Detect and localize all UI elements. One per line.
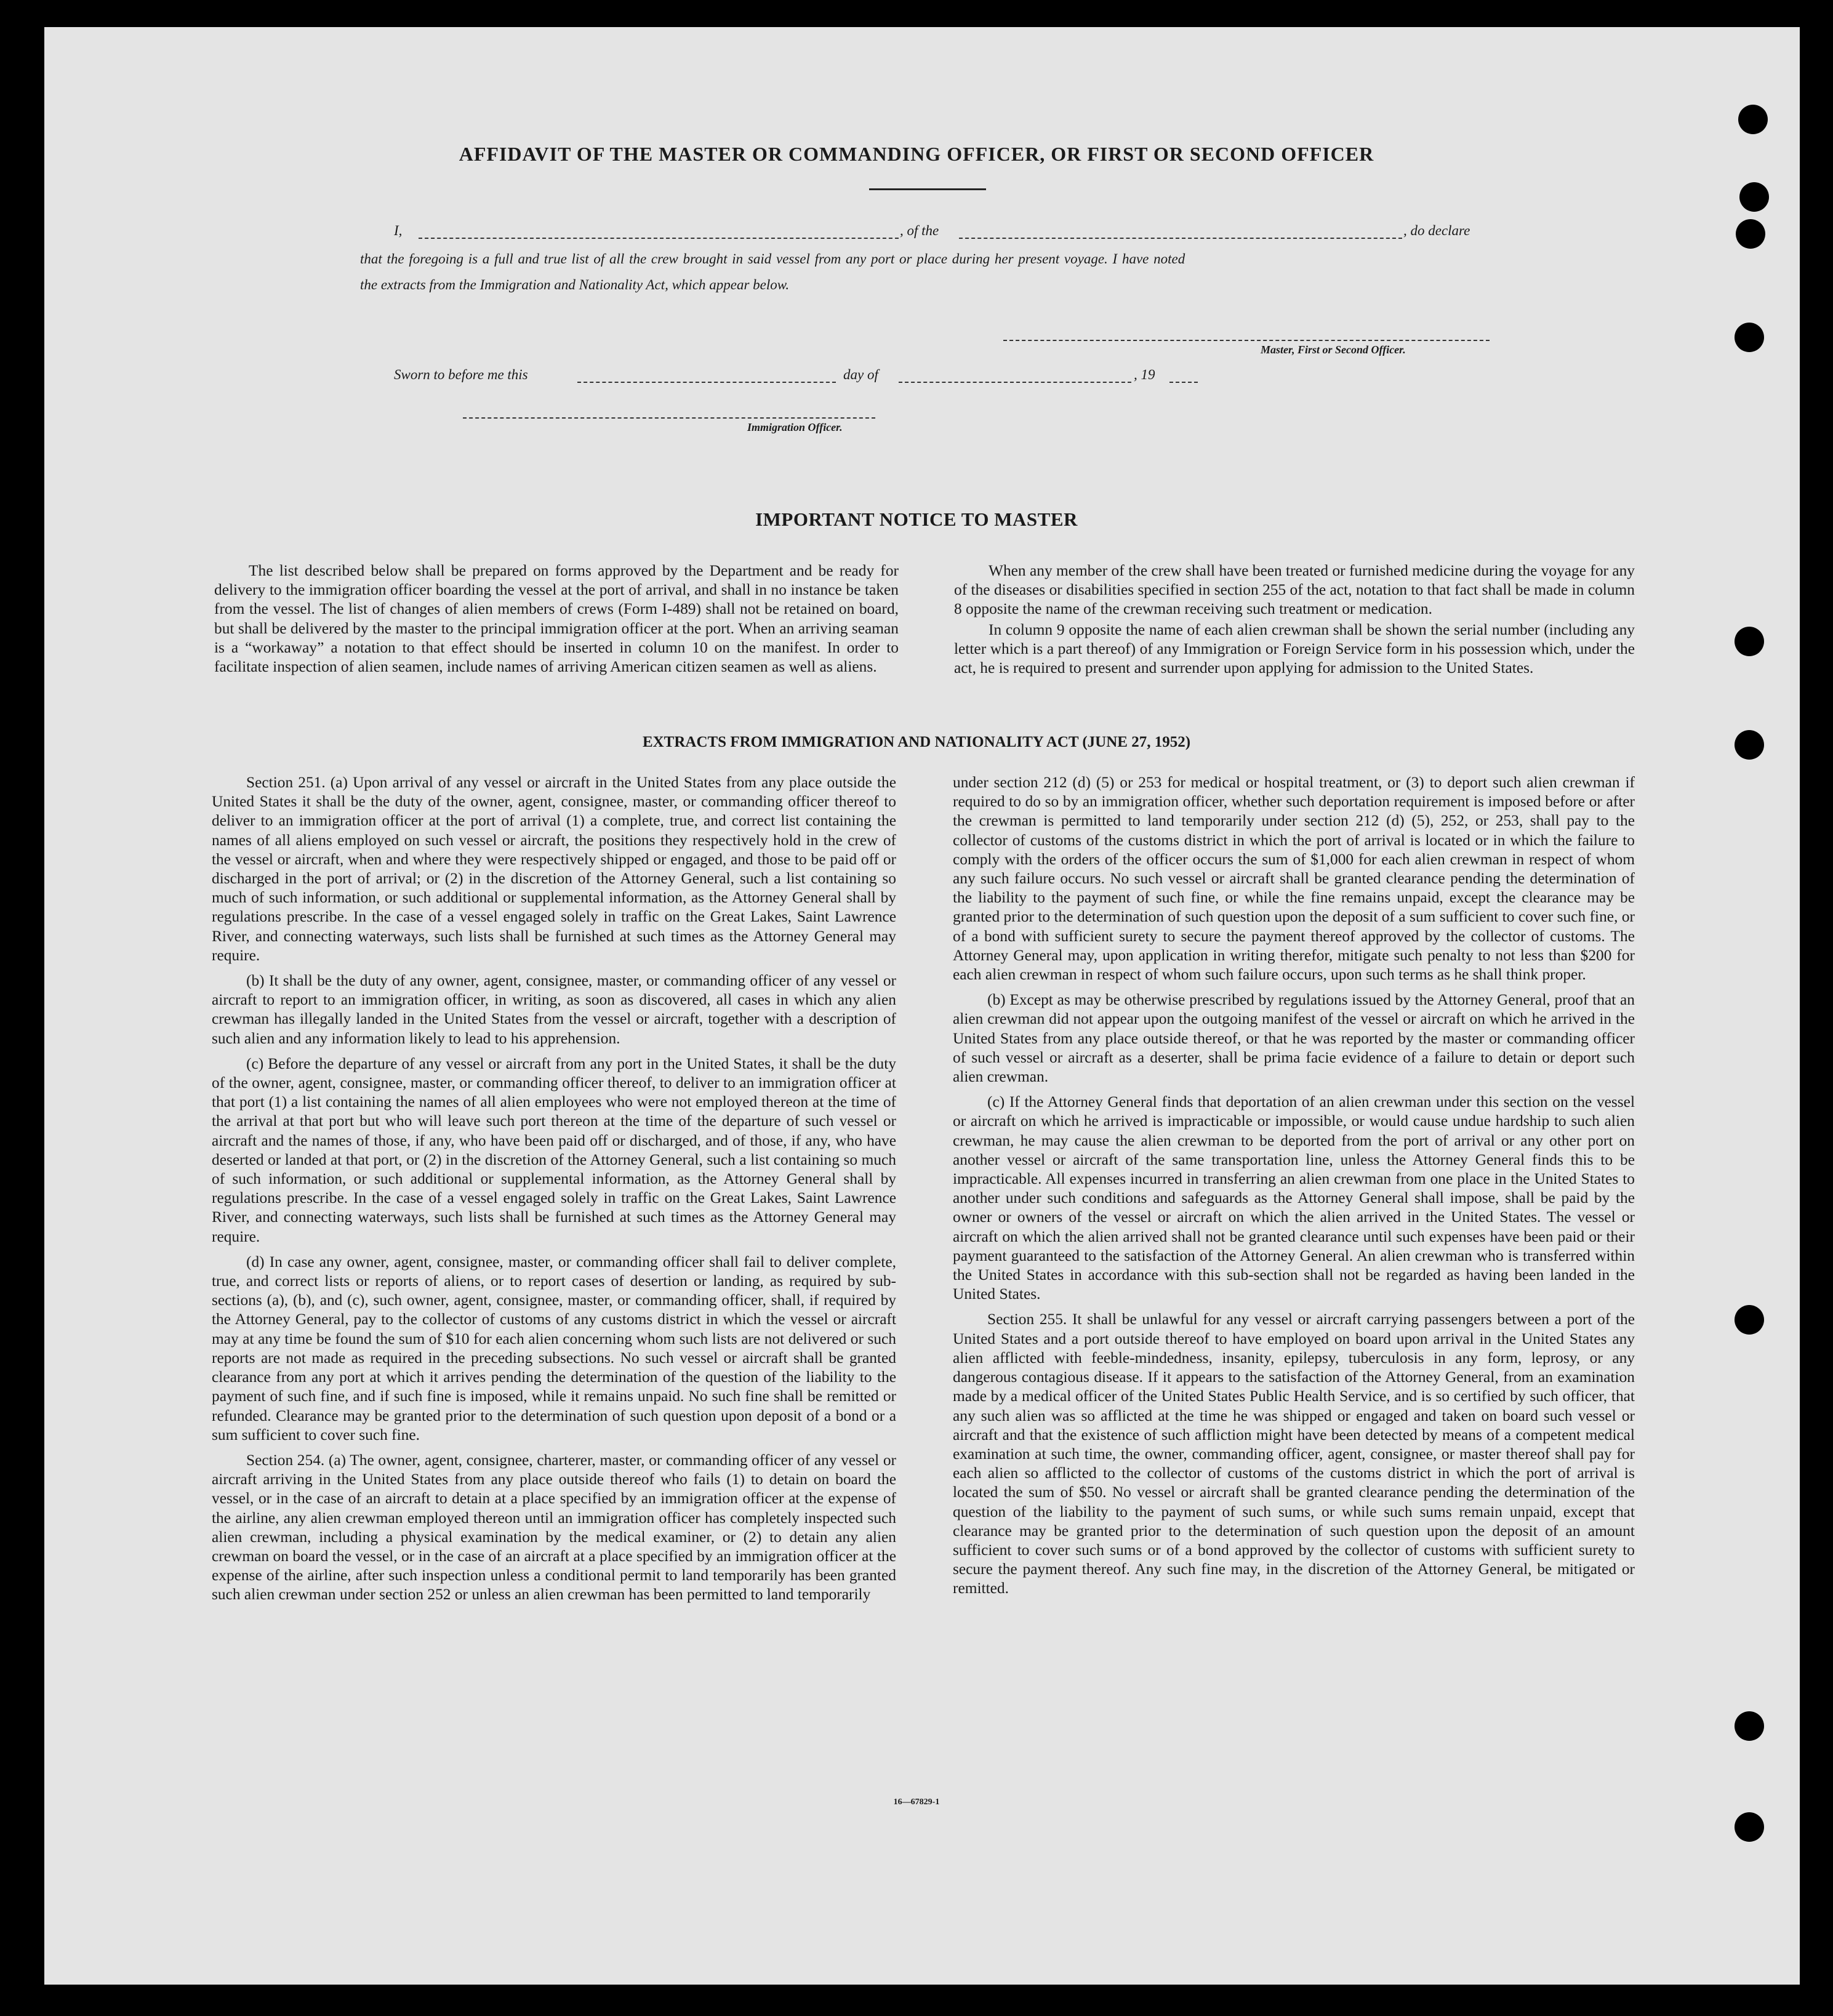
section-255: Section 255. It shall be unlawful for any vessel or aircraft carrying passengers between a port of the United States and a port outside thereof to have employed on board upon arrival in the United States any alien afflicted with feeble-mindedness, insanity, epilepsy, tuberculosis in any form, leprosy, or any dangerous contagious disease. If it appears to the satisfaction of the Attorney General, from an examination made by a medical officer of the United States Public Health Service, and is so certified by such officer, that any such alien was so afflicted at the time he was shipped or engaged and taken on board such vessel or aircraft and that the existence of such affliction might have been detected by means of a competent medical examination at such time, the owner, commanding officer, agent, consignee, or master thereof shall pay for each alien so afflicted to the collector of customs of the customs district in which the port of arrival is located the sum of $50. No vessel or aircraft shall be granted clearance pending the determination of the question of the liability to the payment of such sums, or while such sums remain unpaid, except that clearance may be granted prior to the determination of such question upon the deposit of an amount sufficient to cover such sums or of a bond approved by the collector of customs with sufficient surety to secure the payment thereof. Any such fine may, in the discretion of the Attorney General, be mitigated or remitted. (953, 1311, 1635, 1597)
punch-hole (1739, 182, 1769, 212)
section-254-c: (c) If the Attorney General finds that deportation of an alien crewman under this section on the vessel or aircraft on which he arrived is impracticable or impossible, or would cause undue hardship to such alien crewman, he may cause the alien crewman to be deported from the port of arrival or any other port on another vessel or aircraft of the same transportation line, unless the Attorney General finds this to be impracticable. All expenses incurred in transferring an alien crewman from one place in the United States to another under such conditions and safeguards as the Attorney General shall impose, shall be paid by the owner or owners of the vessel or aircraft on which the alien arrived in the United States. The vessel or aircraft on which the alien arrived shall not be granted clearance until such expenses have been paid or their payment guaranteed to the satisfaction of the Attorney General. An alien crewman who is transferred within the United States in accordance with this sub-section shall not be regarded as having been landed in the United States. (953, 1093, 1635, 1303)
extracts-right-column (953, 773, 1635, 1605)
extracts-left-column (212, 773, 896, 1611)
section-251-a: Section 251. (a) Upon arrival of any vessel or aircraft in the United States from any place outside the United States it shall be the duty of the owner, agent, consignee, master, or commanding officer thereof to deliver to an immigration officer at the port of arrival (1) a complete, true, and correct list containing the names of all aliens employed on such vessel or aircraft, the positions they respectively hold in the crew of the vessel or aircraft, when and where they were respectively shipped or engaged, and those to be paid off or discharged in the port of arrival; or (2) in the discretion of the Attorney General, such a list containing so much of such information, or such additional or supplemental information, as the Attorney General shall by regulations prescribe. In the case of a vessel engaged solely in traffic on the Great Lakes, Saint Lawrence River, and connecting waterways, such lists shall be furnished at such times as the Attorney General may require. (212, 774, 896, 964)
affidavit-line-3: the extracts from the Immigration and Nationality Act, which appear below. (360, 277, 790, 292)
sworn-day-field[interactable] (577, 382, 836, 383)
vessel-label: , of the (900, 223, 939, 238)
punch-hole (1735, 730, 1764, 760)
sworn-year-field[interactable] (1169, 382, 1198, 383)
title-rule (869, 188, 986, 190)
section-251-c: (c) Before the departure of any vessel or aircraft from any port in the United States, it shall be the duty of the owner, agent, consignee, master, or commanding officer thereof, to deliver to an immigration officer at that port (1) a list containing the names of all alien employees who were not employed thereon at the time of the arrival at that port but who will leave such port thereon at the time of the departure of such vessel or aircraft and the names of those, if any, who have been paid off or discharged, and of those, if any, who have deserted or landed at that port, or (2) in the discretion of the Attorney General, such a list containing so much of such information, or such additional or supplemental information, as the Attorney General shall by regulations prescribe. In the case of a vessel engaged solely in traffic on the Great Lakes, Saint Lawrence River, and connecting waterways, such lists shall be furnished at such times as the Attorney General may require. (212, 1054, 896, 1245)
notice-left-paragraph: The list described below shall be prepared on forms approved by the Department and be ready for delivery to the immigration officer boarding the vessel at the port of arrival, and shall in no instance be taken from the vessel. The list of changes of alien members of crews (Form I-489) shall not be retained on board, but shall be delivered by the master to the principal immigration officer at the port. When an arriving seaman is a “workaway” a notation to that effect should be inserted in column 10 on the manifest. In order to facilitate inspection of alien seamen, include names of arriving American citizen seamen as well as aliens. (214, 562, 899, 676)
punch-hole (1735, 1305, 1764, 1335)
officer-signature-field[interactable] (463, 417, 875, 419)
officer-signature-label: Immigration Officer. (747, 421, 843, 433)
master-signature-label: Master, First or Second Officer. (1261, 343, 1406, 356)
day-of-label: day of (843, 367, 878, 382)
form-number: 16—67829-1 (893, 1797, 940, 1807)
section-251-b: (b) It shall be the duty of any owner, agent, consignee, master, or commanding officer of any vessel or aircraft to report to an immigration officer, in writing, as soon as discovered, all cases in which any alien crewman has illegally landed in the United States from the vessel or aircraft, together with a description of such alien and any information likely to lead to his apprehension. (212, 972, 896, 1047)
affidavit-line-2: that the foregoing is a full and true list of all the crew brought in said vessel from any port or place during her present voyage. I have noted (360, 251, 1185, 267)
notice-right-paragraph-2: In column 9 opposite the name of each alien crewman shall be shown the serial number (including any letter which is a part thereof) of any Immigration or Foreign Service form in his possession which, under the act, he is required to present and surrender upon applying for admission to the United States. (954, 620, 1635, 677)
sworn-month-field[interactable] (899, 382, 1131, 383)
notice-left-column (214, 561, 899, 683)
notice-right-paragraph-1: When any member of the crew shall have been treated or furnished medicine during the voyage for any of the diseases or disabilities specified in section 255 of the act, notation to that fact shall be made in column 8 opposite the name of the crewman receiving such treatment or medication. (954, 562, 1635, 618)
section-251-d: (d) In case any owner, agent, consignee, master, or commanding officer shall fail to deliver complete, true, and correct lists or reports of aliens, or to report cases of desertion or landing, as required by sub-sections (a), (b), and (c), such owner, agent, consignee, master, or commanding officer, shall, if required by the Attorney General, pay to the collector of customs of any customs district in which the vessel or aircraft may at any time be found the sum of $10 for each alien concerning whom such lists are not delivered or such reports are not made as required in the preceding subsections. No such vessel or aircraft shall be granted clearance from any port at which it arrives pending the determination of the question of the liability to the payment of such fine, and if such fine is imposed, while it remains unpaid. No such fine shall be remitted or refunded. Clearance may be granted prior to the determination of such question upon deposit of a bond or a sum sufficient to cover such fine. (212, 1253, 896, 1444)
declare-label: , do declare (1403, 223, 1470, 238)
punch-hole (1735, 1711, 1764, 1741)
year-label: , 19 (1134, 367, 1155, 382)
declarant-label: I, (394, 223, 403, 238)
declarant-name-field[interactable] (419, 238, 899, 239)
vessel-name-field[interactable] (959, 238, 1402, 239)
punch-hole (1735, 1812, 1764, 1842)
punch-hole (1738, 105, 1768, 134)
notice-right-column (954, 561, 1635, 684)
punch-hole (1736, 219, 1765, 249)
punch-hole (1735, 323, 1764, 352)
sworn-label: Sworn to before me this (394, 367, 528, 382)
affidavit-title: AFFIDAVIT OF THE MASTER OR COMMANDING OFFICER, OR FIRST OR SECOND OFFICER (459, 143, 1374, 165)
section-254-a-continued: under section 212 (d) (5) or 253 for medical or hospital treatment, or (3) to deport such alien crewman if required to do so by an immigration officer, whether such deportation requirement is imposed before or after the crewman is permitted to land temporarily under section 212 (d) (5), 252, or 253, shall pay to the collector of customs of the customs district in which the port of arrival is located or in which the failure to comply with the orders of the officer occurs the sum of $1,000 for each alien crewman in respect of whom any such failure occurs. No such vessel or aircraft shall be granted clearance pending the determination of the liability to the payment of such fine, or while the fine remains unpaid, except the clearance may be granted prior to the determination of such question upon the deposit of a sum sufficient to cover such fine, or of a bond with sufficient surety to secure the payment thereof approved by the collector of customs. The Attorney General may, upon application in writing therefor, mitigate such penalty to not less than $200 for each alien crewman in respect of whom such failure occurs, upon such terms as he shall think proper. (953, 774, 1635, 984)
section-254-a: Section 254. (a) The owner, agent, consignee, charterer, master, or commanding officer of any vessel or aircraft arriving in the United States from any place outside thereof who fails (1) to detain on board the vessel, or in the case of an aircraft to detain at a place specified by an immigration officer at the expense of the airline, any alien crewman employed thereon until an immigration officer has completely inspected such alien crewman, including a physical examination by the medical examiner, or (2) to detain any alien crewman on board the vessel, or in the case of an aircraft at a place specified by an immigration officer at the expense of the airline, after such inspection unless a conditional permit to land temporarily has been granted such alien crewman under section 252 or unless an alien crewman has been permitted to land temporarily (212, 1451, 896, 1604)
section-254-b: (b) Except as may be otherwise prescribed by regulations issued by the Attorney General, proof that an alien crewman did not appear upon the outgoing manifest of the vessel or aircraft on which he arrived in the United States from any place outside thereof, or that he was reported by the master or commanding officer of such vessel or aircraft as a deserter, shall be prima facie evidence of a failure to detain or deport such alien crewman. (953, 991, 1635, 1086)
master-signature-field[interactable] (1003, 340, 1490, 341)
notice-title: IMPORTANT NOTICE TO MASTER (755, 508, 1078, 530)
punch-hole (1735, 627, 1764, 656)
extracts-title: EXTRACTS FROM IMMIGRATION AND NATIONALITY ACT (JUNE 27, 1952) (642, 734, 1191, 750)
